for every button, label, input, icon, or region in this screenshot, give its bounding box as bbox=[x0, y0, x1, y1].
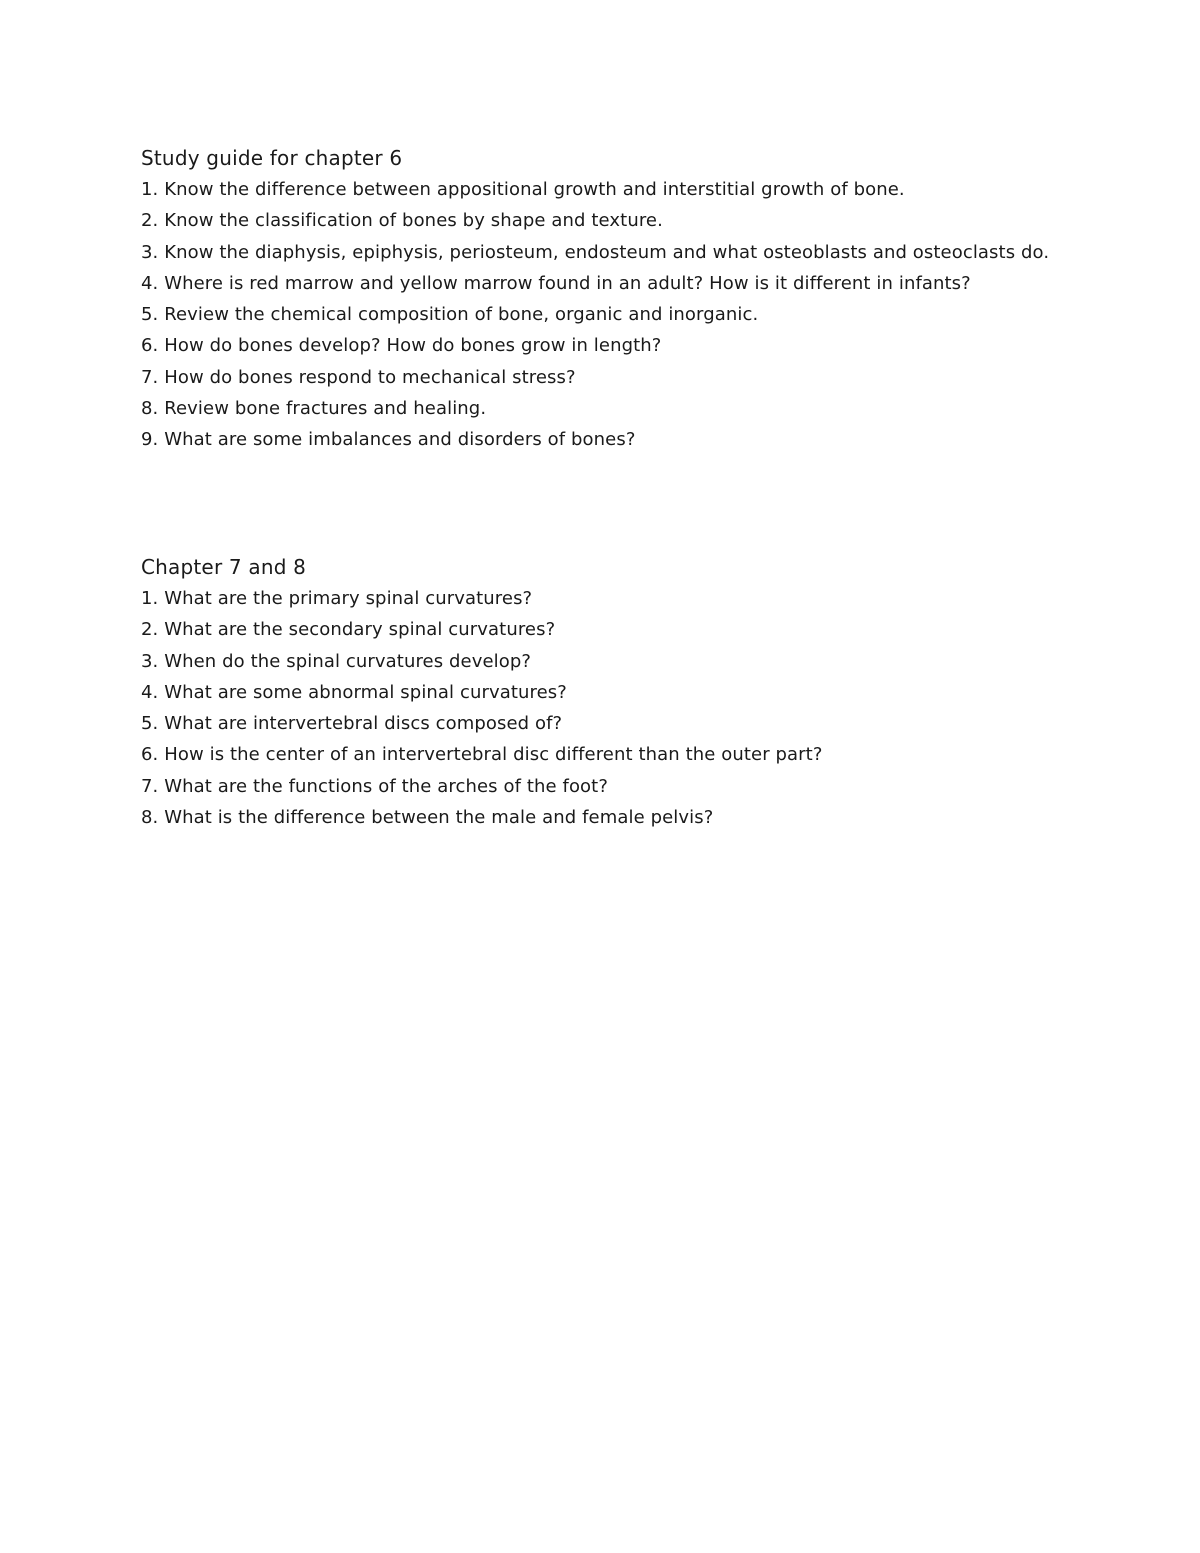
question-list bbox=[141, 174, 1101, 456]
section-heading: Chapter 7 and 8 bbox=[141, 555, 307, 579]
list-item: 9. What are some imbalances and disorders of bones? bbox=[141, 429, 636, 451]
list-item: 8. Review bone fractures and healing. bbox=[141, 398, 487, 420]
list-item: 2. Know the classification of bones by shape and texture. bbox=[141, 210, 663, 232]
list-item: 2. What are the secondary spinal curvatures? bbox=[141, 619, 556, 641]
list-item: 5. What are intervertebral discs composed of? bbox=[141, 713, 563, 735]
list-item: 7. How do bones respond to mechanical stress? bbox=[141, 366, 576, 388]
list-item: 1. What are the primary spinal curvatures? bbox=[141, 588, 533, 609]
section-heading: Study guide for chapter 6 bbox=[141, 146, 403, 170]
list-item: 4. Where is red marrow and yellow marrow found in an adult? How is it different in infants? bbox=[141, 272, 971, 294]
list-item: 7. What are the functions of the arches of the foot? bbox=[141, 775, 608, 797]
list-item: 5. Review the chemical composition of bone, organic and inorganic. bbox=[141, 304, 759, 326]
list-item: 6. How is the center of an intervertebral disc different than the outer part? bbox=[141, 744, 823, 766]
list-item: 6. How do bones develop? How do bones grow in length? bbox=[141, 335, 662, 357]
list-item: 1. Know the difference between appositional growth and interstitial growth of bone. bbox=[141, 179, 905, 200]
list-item: 3. Know the diaphysis, epiphysis, periosteum, endosteum and what osteoblasts and osteoclasts do. bbox=[141, 241, 1050, 263]
list-item: 4. What are some abnormal spinal curvatures? bbox=[141, 681, 567, 703]
list-item: 8. What is the difference between the male and female pelvis? bbox=[141, 807, 714, 829]
list-item: 3. When do the spinal curvatures develop? bbox=[141, 650, 532, 672]
chapter-6-section bbox=[141, 143, 1101, 456]
question-list bbox=[141, 583, 1101, 833]
chapter-7-8-section bbox=[141, 552, 1101, 833]
